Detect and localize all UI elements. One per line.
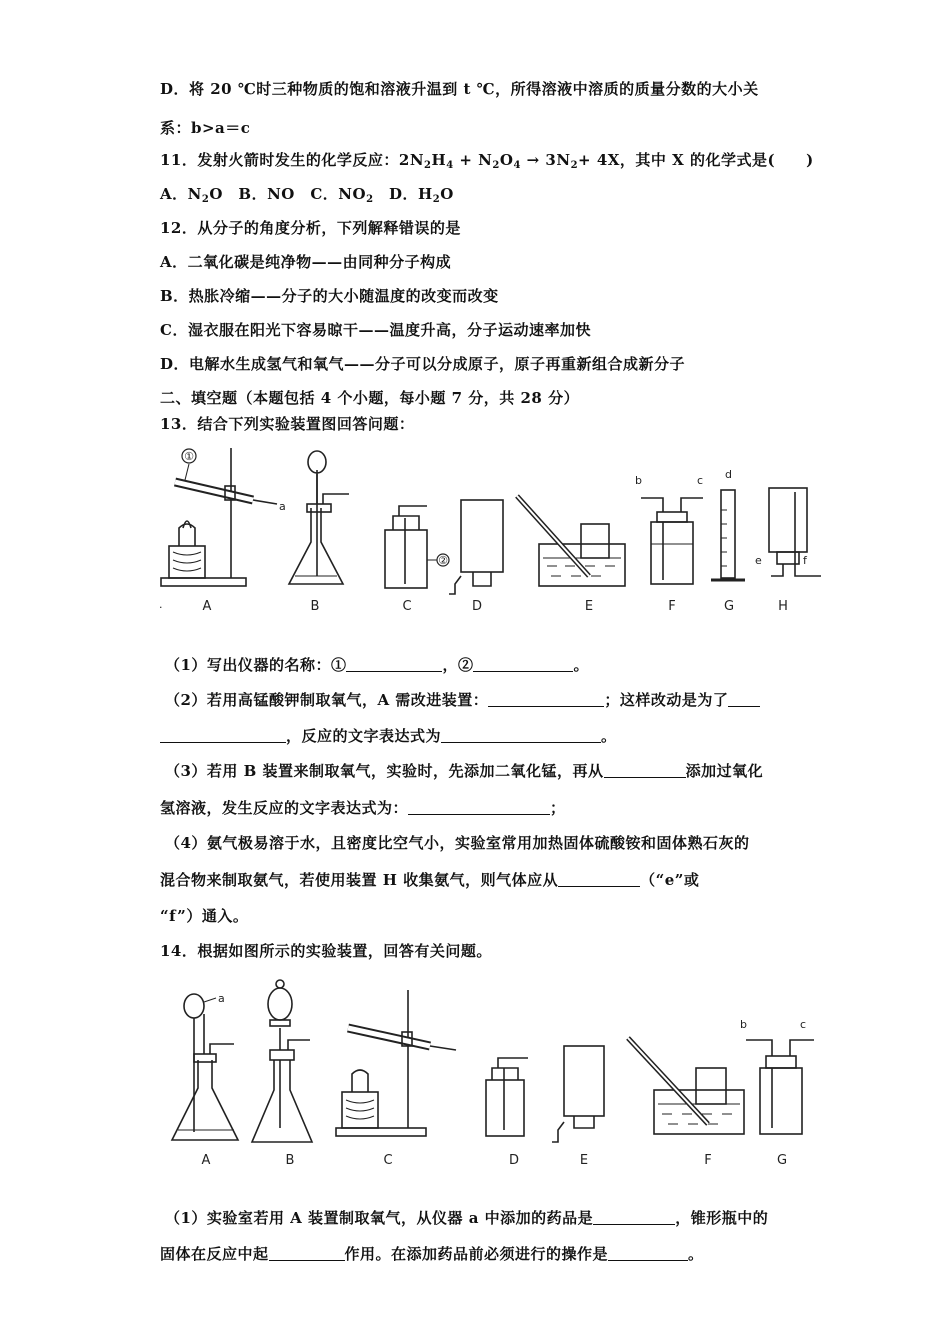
q14-label-g: G bbox=[776, 1153, 788, 1168]
q14-part1-line2: 固体在反应中起 作用。在添加药品前必须进行的操作是 。 bbox=[160, 1245, 704, 1263]
q13-apparatus-figure bbox=[155, 440, 835, 620]
q13-part4-line1: （4）氨气极易溶于水，且密度比空气小，实验室常用加热固体硫酸铵和固体熟石灰的 bbox=[165, 834, 750, 852]
q13-mark-c: c bbox=[697, 474, 704, 487]
q13-apparatus-f bbox=[635, 474, 703, 584]
q13-blank-3[interactable] bbox=[488, 692, 604, 707]
q13-mark-b: b bbox=[635, 474, 642, 487]
q12-option-c: C．湿衣服在阳光下容易晾干——温度升高，分子运动速率加快 bbox=[160, 321, 591, 339]
q13-blank-7[interactable] bbox=[408, 800, 550, 815]
q12-option-d: D．电解水生成氢气和氧气——分子可以分成原子，原子再重新组合成新分子 bbox=[160, 355, 686, 373]
q13-label-f: F bbox=[668, 599, 676, 614]
q14-apparatus-g bbox=[740, 1018, 814, 1134]
q13-part2: （2）若用高锰酸钾制取氧气，A 需改进装置： ；这样改动是为了 bbox=[165, 689, 760, 710]
q14-mark-c: c bbox=[800, 1018, 807, 1031]
q13-label-a: A bbox=[202, 599, 212, 614]
q13-label-e: E bbox=[584, 599, 594, 614]
q14-apparatus-figure bbox=[160, 968, 820, 1173]
q13-label-g: G bbox=[723, 599, 735, 614]
q13-mark-e: e bbox=[755, 554, 762, 567]
q14-label-d: D bbox=[508, 1153, 520, 1168]
q13-part4-line3: “f”）通入。 bbox=[160, 907, 249, 925]
q13-apparatus-a bbox=[161, 448, 286, 586]
q14-label-e: E bbox=[579, 1153, 589, 1168]
q12-option-b: B．热胀冷缩——分子的大小随温度的改变而改变 bbox=[160, 287, 499, 305]
q12-option-a: A．二氧化碳是纯净物——由同种分子构成 bbox=[160, 253, 452, 271]
q13-part3: （3）若用 B 装置来制取氧气，实验时，先添加二氧化锰，再从 添加过氧化 bbox=[165, 762, 764, 780]
q13-blank-1[interactable] bbox=[346, 657, 442, 672]
q14-mark-a: a bbox=[218, 992, 225, 1005]
q14-mark-b: b bbox=[740, 1018, 747, 1031]
q13-mark-a: a bbox=[279, 500, 286, 513]
q14-blank-2[interactable] bbox=[269, 1246, 345, 1261]
q14-label-b: B bbox=[285, 1153, 295, 1168]
q13-apparatus-g bbox=[711, 468, 745, 580]
q13-mark-d: d bbox=[725, 468, 732, 481]
q13-label-b: B bbox=[310, 599, 320, 614]
q13-apparatus-e bbox=[517, 496, 625, 586]
q11-options: A．$N_2O$ B．NO C．$NO_2$ D．$H_2O$ bbox=[160, 185, 454, 205]
q14-part1-line1: （1）实验室若用 A 装置制取氧气，从仪器 a 中添加的药品是 ，锥形瓶中的 bbox=[165, 1209, 769, 1227]
q13-stem: 13．结合下列实验装置图回答问题： bbox=[160, 415, 415, 433]
q13-blank-4a[interactable] bbox=[728, 692, 760, 707]
q13-part2-cont: ，反应的文字表达式为 。 bbox=[160, 725, 617, 746]
q13-blank-5[interactable] bbox=[441, 728, 601, 743]
q14-apparatus-e bbox=[552, 1046, 604, 1142]
q13-mark-2: ② bbox=[438, 554, 448, 567]
q13-blank-2[interactable] bbox=[473, 657, 573, 672]
q14-apparatus-a bbox=[172, 992, 238, 1140]
q10-option-d-line2: 系：b>a＝c bbox=[160, 119, 251, 137]
q13-apparatus-b bbox=[289, 451, 349, 584]
q14-label-f: F bbox=[704, 1153, 712, 1168]
q14-apparatus-b bbox=[252, 980, 312, 1142]
q13-mark-1: ① bbox=[184, 450, 194, 463]
q13-part3-cont: 氢溶液，发生反应的文字表达式为： ； bbox=[160, 799, 566, 817]
q13-apparatus-c bbox=[385, 506, 449, 588]
q13-apparatus-d bbox=[449, 500, 503, 594]
q12-stem: 12．从分子的角度分析，下列解释错误的是 bbox=[160, 219, 461, 237]
q14-blank-1[interactable] bbox=[593, 1210, 675, 1225]
q10-option-d-line1: D．将 20 ℃时三种物质的饱和溶液升温到 t ℃，所得溶液中溶质的质量分数的大小关 bbox=[160, 80, 759, 98]
q13-blank-8[interactable] bbox=[558, 872, 640, 887]
q14-apparatus-d bbox=[486, 1058, 528, 1136]
q11-stem: 11．发射火箭时发生的化学反应：$2N_2H_4 + N_2O_4 \to 3N_2+ 4X$，其中 X 的化学式是( ) bbox=[160, 151, 814, 171]
q13-mark-f: f bbox=[803, 554, 807, 567]
q13-label-c: C bbox=[402, 599, 412, 614]
section-heading: 二、填空题（本题包括 4 个小题，每小题 7 分，共 28 分） bbox=[160, 389, 580, 407]
q14-blank-3[interactable] bbox=[608, 1246, 688, 1261]
q13-apparatus-h bbox=[755, 488, 821, 576]
q14-stem: 14．根据如图所示的实验装置，回答有关问题。 bbox=[160, 942, 492, 960]
q13-label-d: D bbox=[471, 599, 483, 614]
q13-part1: （1）写出仪器的名称：① ，② 。 bbox=[165, 656, 589, 674]
q13-label-h: H bbox=[778, 599, 788, 614]
q13-mark-dot: . bbox=[159, 598, 163, 611]
q13-blank-6[interactable] bbox=[604, 763, 686, 778]
q14-label-a: A bbox=[201, 1153, 211, 1168]
q13-part4-line2: 混合物来制取氨气，若使用装置 H 收集氨气，则气体应从 （“e”或 bbox=[160, 871, 700, 889]
q14-label-c: C bbox=[383, 1153, 393, 1168]
q13-blank-4b[interactable] bbox=[160, 728, 286, 743]
q14-apparatus-c bbox=[336, 990, 456, 1136]
q14-apparatus-f bbox=[628, 1038, 744, 1134]
